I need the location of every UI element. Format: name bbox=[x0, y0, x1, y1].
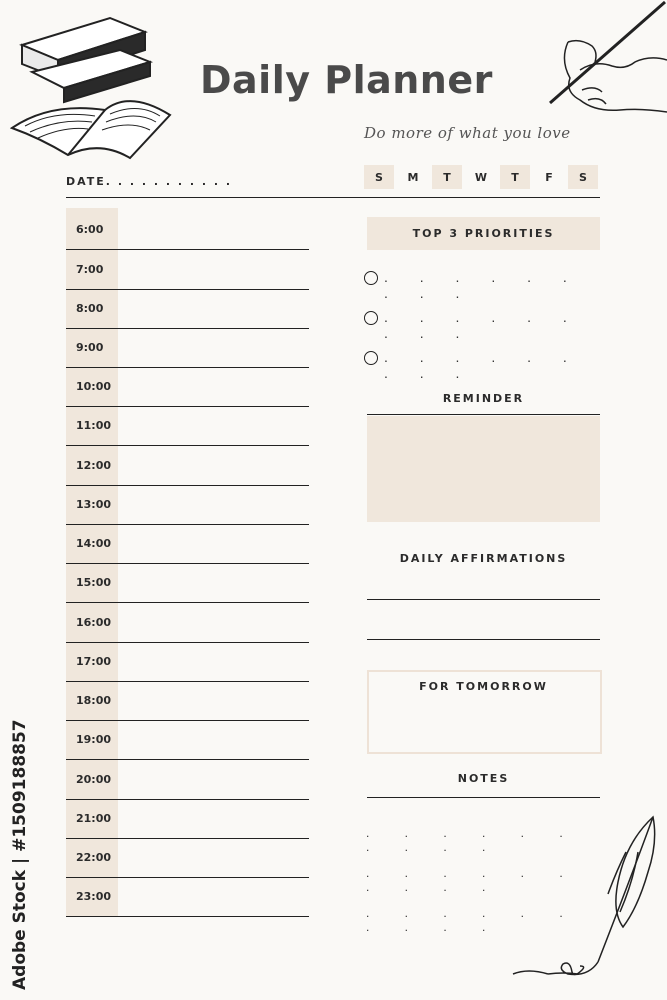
hand-writing-illustration bbox=[540, 0, 667, 125]
time-label: 6:00 bbox=[76, 223, 104, 236]
weekday-sun[interactable]: S bbox=[364, 165, 394, 189]
header-divider bbox=[66, 197, 600, 198]
affirmation-line[interactable] bbox=[367, 639, 600, 640]
time-label: 20:00 bbox=[76, 773, 112, 786]
schedule-slot[interactable] bbox=[66, 642, 309, 682]
date-field[interactable]: DATE. . . . . . . . . . . bbox=[66, 175, 233, 188]
checkbox-circle-icon[interactable] bbox=[364, 271, 378, 285]
schedule-slot[interactable] bbox=[66, 250, 309, 290]
books-illustration bbox=[10, 10, 180, 170]
notes-heading: NOTES bbox=[457, 772, 510, 785]
time-label: 12:00 bbox=[76, 459, 112, 472]
notes-divider bbox=[367, 797, 600, 798]
priority-dots: . . . . . . . . . bbox=[384, 309, 581, 341]
priority-item[interactable] bbox=[364, 349, 604, 381]
time-label: 16:00 bbox=[76, 616, 112, 629]
time-label: 8:00 bbox=[76, 302, 104, 315]
weekday-thu[interactable]: T bbox=[500, 165, 530, 189]
tomorrow-heading: FOR TOMORROW bbox=[419, 680, 548, 693]
time-label: 11:00 bbox=[76, 419, 112, 432]
weekday-tue[interactable]: T bbox=[432, 165, 462, 189]
affirmation-line[interactable] bbox=[367, 599, 600, 600]
time-label: 14:00 bbox=[76, 537, 112, 550]
schedule-slot[interactable] bbox=[66, 524, 309, 564]
priority-dots: . . . . . . . . . bbox=[384, 349, 581, 381]
schedule-slot[interactable] bbox=[66, 720, 309, 760]
time-label: 15:00 bbox=[76, 576, 112, 589]
priority-dots: . . . . . . . . . bbox=[384, 269, 581, 301]
schedule-slot[interactable] bbox=[66, 603, 309, 643]
schedule-slot[interactable] bbox=[66, 367, 309, 407]
time-label: 18:00 bbox=[76, 694, 112, 707]
weekday-selector bbox=[364, 165, 598, 189]
notes-dot-row[interactable]: . . . . . . . . . . bbox=[366, 906, 579, 934]
checkbox-circle-icon[interactable] bbox=[364, 311, 378, 325]
time-label: 13:00 bbox=[76, 498, 112, 511]
time-label: 23:00 bbox=[76, 890, 112, 903]
time-label: 22:00 bbox=[76, 851, 112, 864]
time-label: 10:00 bbox=[76, 380, 112, 393]
time-label: 21:00 bbox=[76, 812, 112, 825]
time-label: 19:00 bbox=[76, 733, 112, 746]
schedule-slot[interactable] bbox=[66, 760, 309, 800]
tagline: Do more of what you love bbox=[364, 124, 571, 142]
schedule-slot[interactable] bbox=[66, 563, 309, 603]
schedule-slot[interactable] bbox=[66, 485, 309, 525]
weekday-wed[interactable]: W bbox=[474, 170, 488, 184]
checkbox-circle-icon[interactable] bbox=[364, 351, 378, 365]
time-label: 7:00 bbox=[76, 263, 104, 276]
schedule-slot[interactable] bbox=[66, 328, 309, 368]
time-label: 17:00 bbox=[76, 655, 112, 668]
reminder-box[interactable] bbox=[367, 416, 600, 522]
page-title: Daily Planner bbox=[200, 58, 493, 102]
priority-item[interactable] bbox=[364, 269, 604, 301]
notes-dot-row[interactable]: . . . . . . . . . . bbox=[366, 866, 579, 894]
schedule-slot[interactable] bbox=[66, 838, 309, 878]
reminder-heading: REMINDER bbox=[442, 392, 525, 405]
priorities-heading: TOP 3 PRIORITIES bbox=[367, 217, 600, 250]
weekday-mon[interactable]: M bbox=[407, 170, 419, 184]
schedule-slot[interactable] bbox=[66, 406, 309, 446]
schedule-slot[interactable] bbox=[66, 289, 309, 329]
affirmations-heading: DAILY AFFIRMATIONS bbox=[399, 552, 568, 565]
schedule-slot[interactable] bbox=[66, 446, 309, 486]
schedule-slot[interactable] bbox=[66, 681, 309, 721]
priority-item[interactable] bbox=[364, 309, 604, 341]
quill-feather-illustration bbox=[508, 812, 663, 984]
weekday-fri[interactable]: F bbox=[545, 170, 553, 184]
weekday-sat[interactable]: S bbox=[568, 165, 598, 189]
time-label: 9:00 bbox=[76, 341, 104, 354]
schedule-slot[interactable] bbox=[66, 799, 309, 839]
schedule-slot[interactable] bbox=[66, 210, 309, 250]
reminder-divider bbox=[367, 414, 600, 415]
stock-watermark: Adobe Stock | #1509188857 bbox=[10, 719, 30, 990]
schedule-slot[interactable] bbox=[66, 877, 309, 917]
notes-dot-row[interactable]: . . . . . . . . . . bbox=[366, 826, 579, 854]
